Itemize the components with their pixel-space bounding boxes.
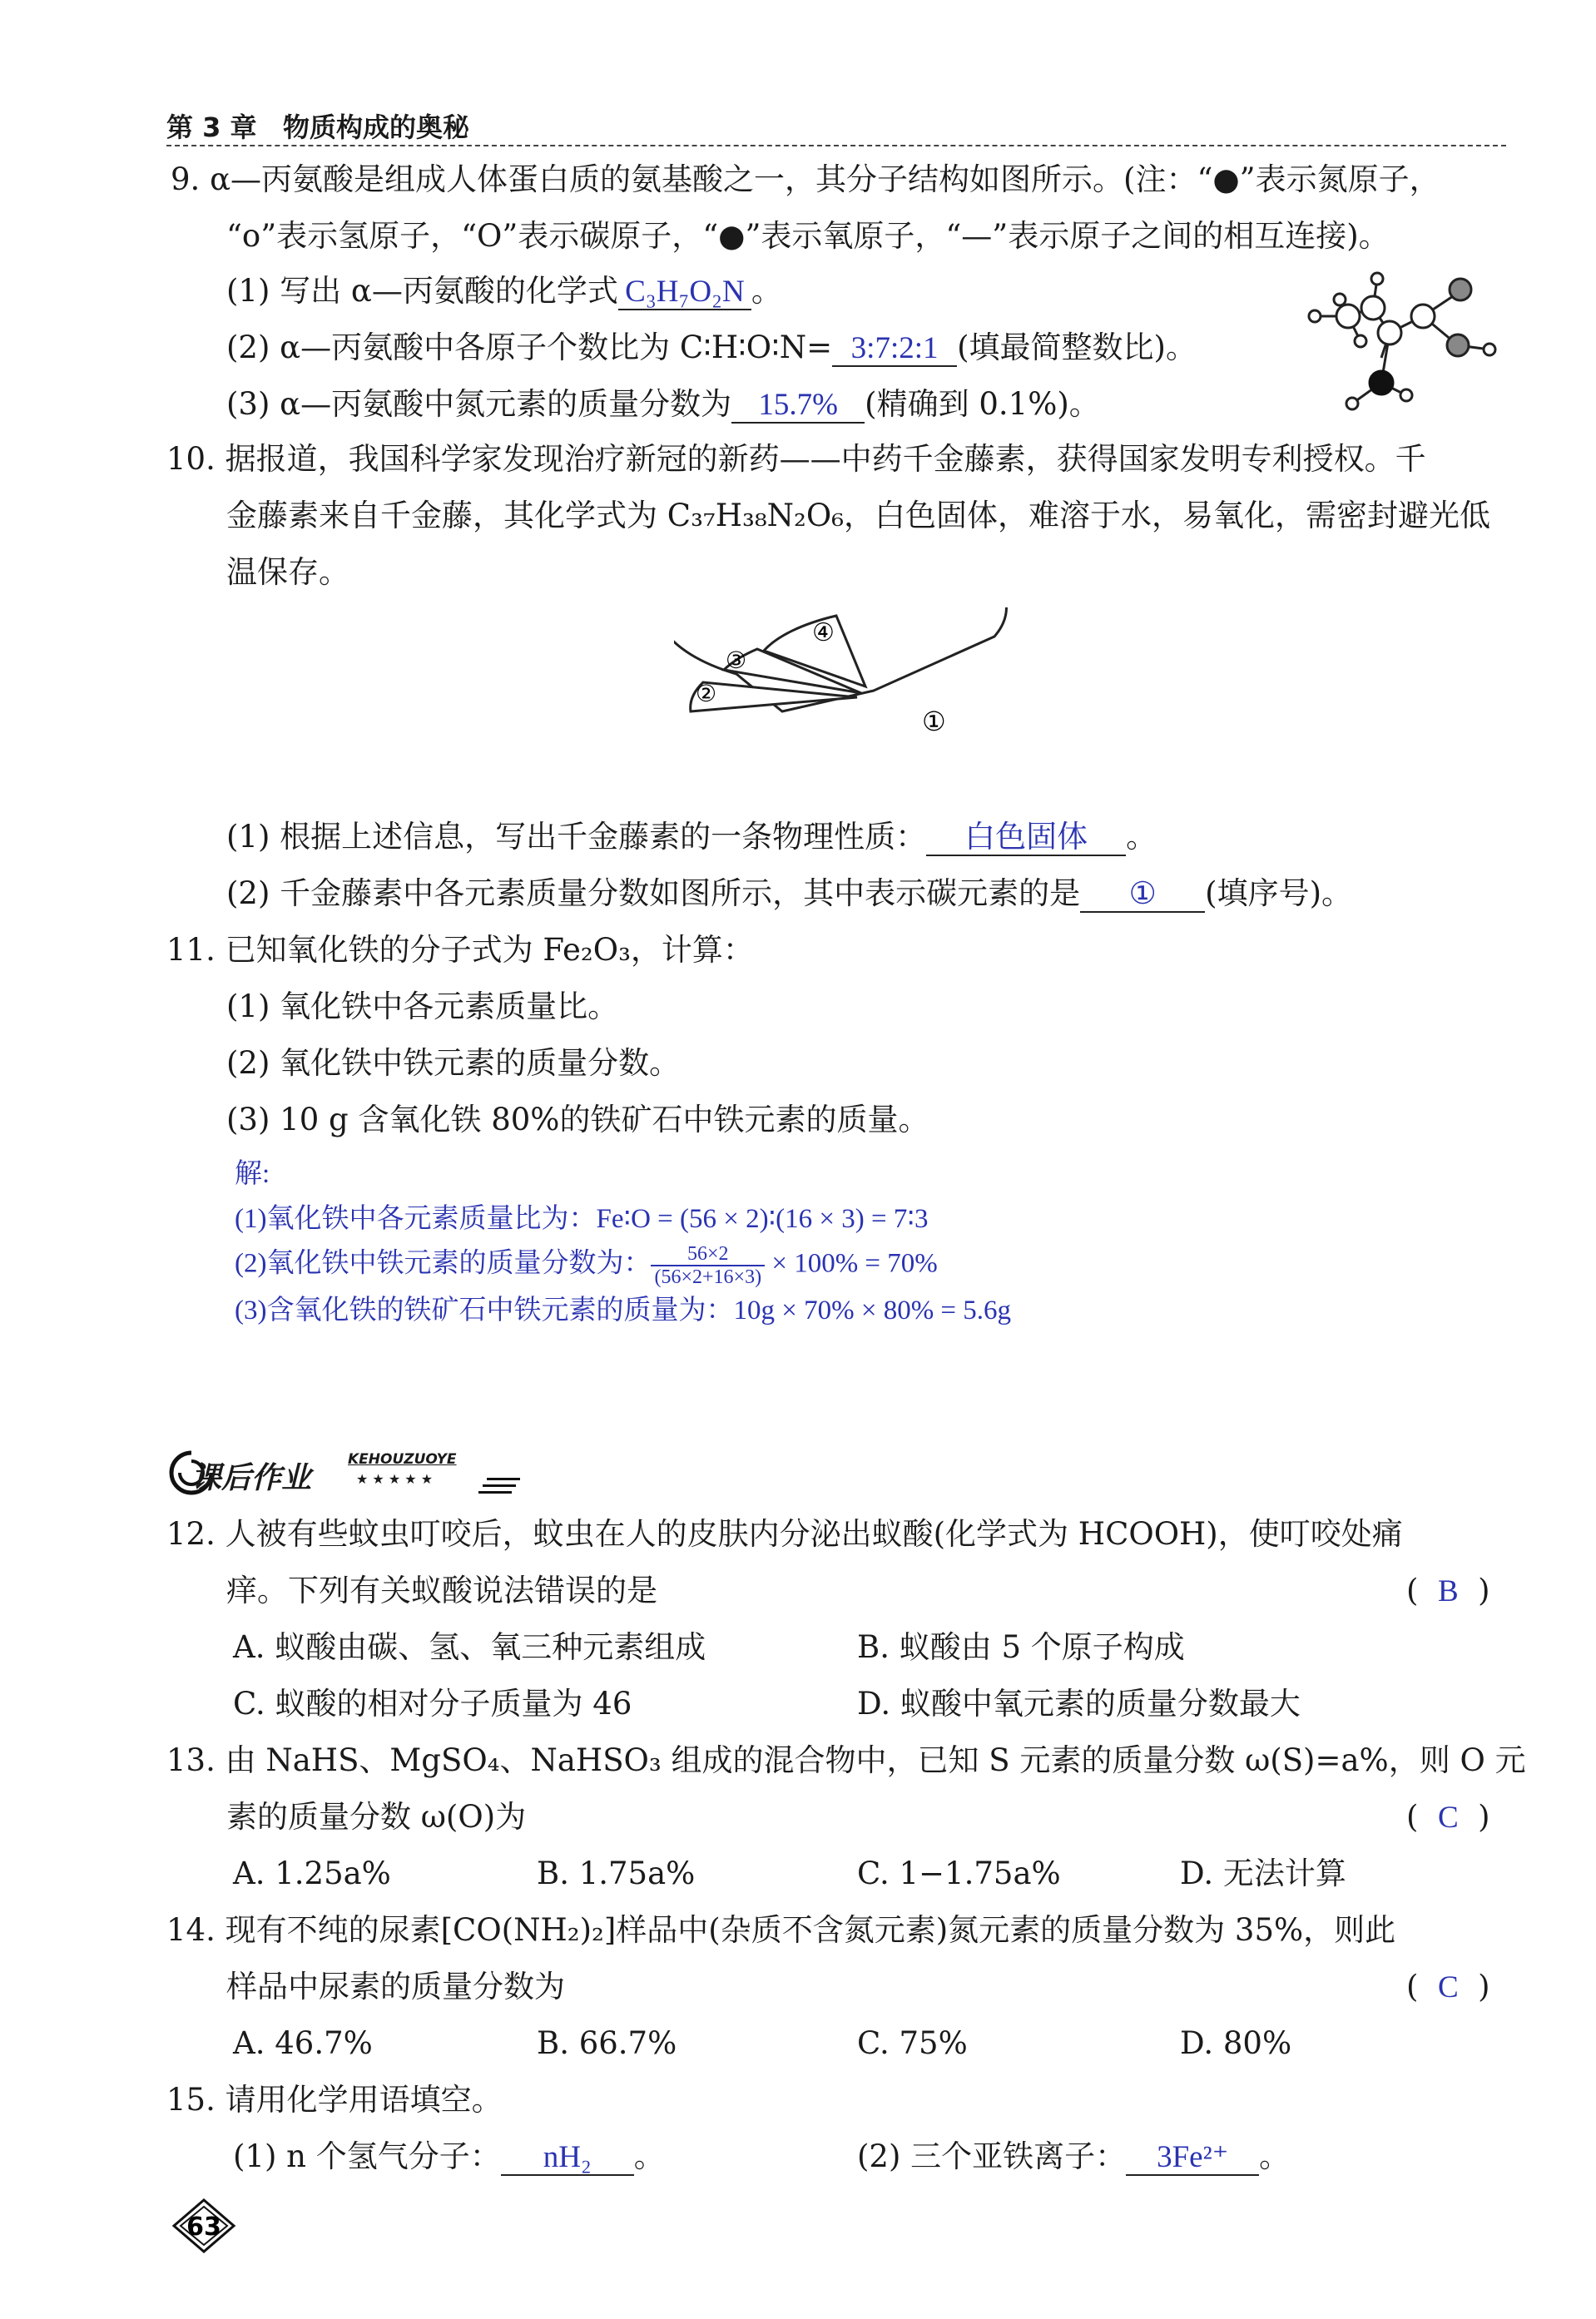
q9-part1-answer: C₃H₇O₂N [618, 275, 751, 310]
header-divider [166, 145, 1506, 146]
q9-part2-end: (填最简整数比)。 [957, 330, 1197, 365]
q11-part2: (2) 氧化铁中铁元素的质量分数。 [226, 1045, 681, 1081]
q15-part2-text: (2) 三个亚铁离子： [857, 2138, 1127, 2174]
q12-option-b: B. 蚁酸由 5 个原子构成 [857, 1629, 1185, 1665]
q11-solution-2-suffix: × 100% = 70% [765, 1248, 938, 1279]
q14-stem-line1: 14. 现有不纯的尿素[CO(NH₂)₂]样品中(杂质不含氮元素)氮元素的质量分数为 35%，则此 [166, 1912, 1396, 1948]
q10-part2-end: (填序号)。 [1205, 875, 1353, 911]
section-pinyin: KEHOUZUOYE [348, 1451, 457, 1468]
q14-option-d: D. 80% [1180, 2025, 1292, 2061]
section-rule-2 [483, 1484, 516, 1487]
q9-part1-end: 。 [751, 273, 782, 309]
q13-option-c: C. 1−1.75a% [857, 1856, 1061, 1891]
section-title: 课后作业 [191, 1461, 312, 1495]
q15-stem: 15. 请用化学用语填空。 [166, 2082, 503, 2118]
q11-part1: (1) 氧化铁中各元素质量比。 [226, 989, 619, 1024]
q9-part3-answer: 15.7% [731, 389, 865, 424]
q15-part2-answer: 3Fe²⁺ [1126, 2141, 1259, 2176]
q9-stem-line1: 9. α—丙氨酸是组成人体蛋白质的氨基酸之一，其分子结构如图所示。(注：“●”表示氮原子， [171, 161, 1440, 197]
q9-part3-end: (精确到 0.1%)。 [865, 386, 1100, 422]
q13-answer: C [1437, 1801, 1459, 1835]
q15-part2 [857, 2135, 1290, 2178]
q10-part2-answer: ① [1080, 878, 1205, 913]
pie-label-2: ② [696, 680, 717, 707]
q11-fraction-numerator: 56×2 [651, 1243, 765, 1266]
q15-part2-end: 。 [1259, 2138, 1291, 2174]
q11-solution-3: (3)含氧化铁的铁矿石中铁元素的质量为：10g × 70% × 80% = 5.6g [235, 1296, 1012, 1325]
q10-stem-line3: 温保存。 [226, 554, 349, 590]
q10-part1-text: (1) 根据上述信息，写出千金藤素的一条物理性质： [226, 819, 927, 855]
q12-option-c: C. 蚁酸的相对分子质量为 46 [233, 1686, 632, 1722]
q14-answer-bracket: ( C ) [1406, 1969, 1490, 2004]
section-rule-1 [487, 1478, 520, 1480]
q11-solution-2-prefix: (2)氧化铁中铁元素的质量分数为： [235, 1248, 652, 1279]
q11-solution-1: (1)氧化铁中各元素质量比为：Fe∶O = (56 × 2)∶(16 × 3) = 7∶3 [235, 1204, 929, 1234]
section-stars: ★ ★ ★ ★ ★ [356, 1471, 434, 1487]
q10-stem-line1: 10. 据报道，我国科学家发现治疗新冠的新药——中药千金藤素，获得国家发明专利授权。千 [166, 441, 1426, 477]
q9-part3 [226, 383, 1100, 426]
q10-part1-end: 。 [1126, 819, 1157, 855]
q15-part1-text: (1) n 个氢气分子： [233, 2138, 501, 2174]
q11-fraction-denominator: (56×2+16×3) [654, 1266, 762, 1288]
q14-answer: C [1437, 1970, 1459, 2004]
q11-stem: 11. 已知氧化铁的分子式为 Fe₂O₃，计算： [166, 932, 754, 968]
q14-option-a: A. 46.7% [233, 2025, 373, 2061]
q14-option-b: B. 66.7% [537, 2025, 677, 2061]
q10-part1-answer: 白色固体 [926, 821, 1126, 856]
page-number-badge [171, 2197, 237, 2255]
q10-part1 [226, 815, 1157, 859]
q12-stem-line1: 12. 人被有些蚊虫叮咬后，蚊虫在人的皮肤内分泌出蚁酸(化学式为 HCOOH)，使叮咬处痛 [166, 1516, 1403, 1552]
q12-option-a: A. 蚁酸由碳、氢、氧三种元素组成 [233, 1629, 706, 1665]
q9-part3-text: (3) α—丙氨酸中氮元素的质量分数为 [226, 386, 732, 422]
chapter-number: 第 3 章 [166, 111, 257, 143]
q12-answer-bracket: ( B ) [1406, 1573, 1490, 1608]
q9-part1-text: (1) 写出 α—丙氨酸的化学式 [226, 273, 618, 309]
q9-part2-text: (2) α—丙氨酸中各原子个数比为 C∶H∶O∶N= [226, 330, 833, 365]
q13-stem-line1: 13. 由 NaHS、MgSO₄、NaHSO₃ 组成的混合物中，已知 S 元素的质量分数 ω(S)=a%，则 O 元 [166, 1742, 1526, 1778]
q13-option-a: A. 1.25a% [233, 1856, 391, 1891]
q13-option-d: D. 无法计算 [1180, 1856, 1346, 1891]
q10-part2-text: (2) 千金藤素中各元素质量分数如图所示，其中表示碳元素的是 [226, 875, 1081, 911]
q11-solution-head: 解: [235, 1159, 270, 1189]
q13-stem-line2: 素的质量分数 ω(O)为 [226, 1799, 527, 1835]
q11-part3: (3) 10 g 含氧化铁 80%的铁矿石中铁元素的质量。 [226, 1102, 929, 1137]
pie-label-1: ① [922, 706, 946, 737]
q15-part1 [233, 2135, 665, 2178]
pie-label-3: ③ [726, 647, 747, 674]
q12-option-d: D. 蚁酸中氧元素的质量分数最大 [857, 1686, 1301, 1722]
chapter-title: 物质构成的奥秘 [283, 111, 470, 143]
q15-part1-end: 。 [633, 2138, 665, 2174]
alanine-molecule-diagram [1281, 266, 1514, 420]
pie-label-4: ④ [812, 618, 835, 647]
q13-option-b: B. 1.75a% [537, 1856, 696, 1891]
element-mass-fraction-pie [674, 607, 1048, 799]
q10-part2 [226, 872, 1352, 915]
section-rule-3 [478, 1491, 512, 1494]
q11-solution-2 [235, 1243, 938, 1288]
q14-option-c: C. 75% [857, 2025, 968, 2061]
q12-answer: B [1437, 1574, 1459, 1608]
q9-part1 [226, 270, 782, 313]
section-header [166, 1448, 533, 1498]
q9-stem-line2: “o”表示氢原子，“O”表示碳原子，“●”表示氧原子，“—”表示原子之间的相互连接)。 [226, 218, 1390, 254]
q13-answer-bracket: ( C ) [1406, 1799, 1490, 1835]
q11-solution-2-fraction [651, 1243, 765, 1288]
q12-stem-line2: 痒。下列有关蚁酸说法错误的是 [226, 1573, 657, 1608]
page-number: 63 [186, 2212, 221, 2242]
q9-part2 [226, 326, 1197, 369]
q9-part2-answer: 3:7:2:1 [832, 332, 957, 367]
q15-part1-answer: nH₂ [501, 2141, 634, 2176]
q14-stem-line2: 样品中尿素的质量分数为 [226, 1969, 565, 2004]
q10-stem-line2: 金藤素来自千金藤，其化学式为 C₃₇H₃₈N₂O₆，白色固体，难溶于水，易氧化，需密封避光低 [226, 498, 1491, 533]
